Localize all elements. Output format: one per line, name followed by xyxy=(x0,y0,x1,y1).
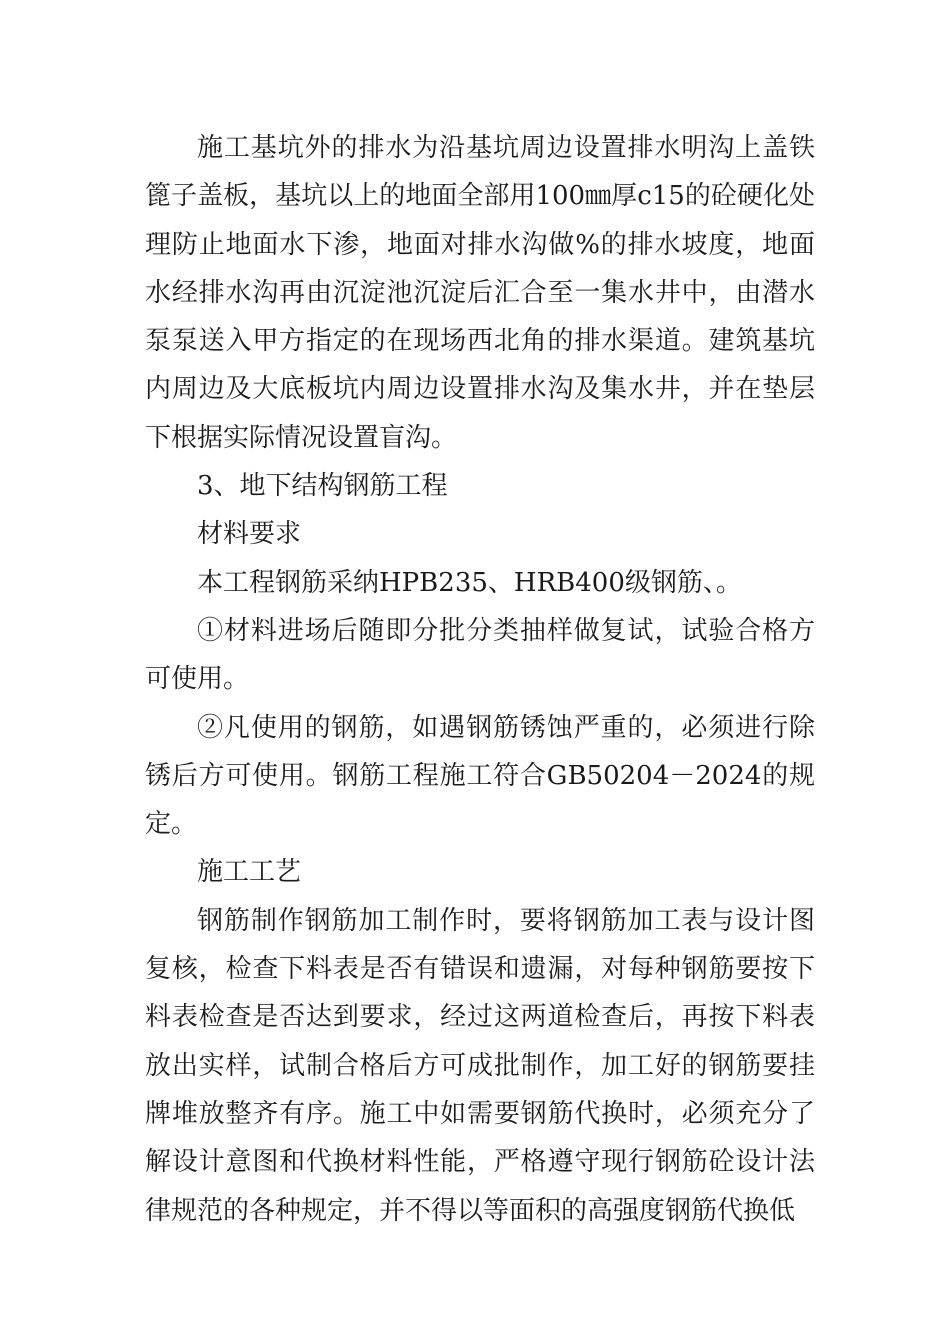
paragraph-rebar-fabrication: 钢筋制作钢筋加工制作时，要将钢筋加工表与设计图复核，检查下料表是否有错误和遗漏，对每种钢筋要按下料表检查是否达到要求，经过这两道检查后，再按下料表放出实样，试制合格后方可成批制作，加工好的钢筋要挂牌堆放整齐有序。施工中如需要钢筋代换时，必须充分了解设计意图和代换材料性能，严格遵守现行钢筋砼设计法律规范的各种规定，并不得以等面积的高强度钢筋代换低 xyxy=(145,905,815,1226)
section-heading-rebar: 3、地下结构钢筋工程 xyxy=(197,471,448,502)
paragraph-material-testing: ①材料进场后随即分批分类抽样做复试，试验合格方可使用。 xyxy=(145,615,815,695)
paragraph-rebar-grades: 本工程钢筋采纳HPB235、HRB400级钢筋、。 xyxy=(197,567,742,598)
subheading-construction-process: 施工工艺 xyxy=(197,857,302,888)
paragraph-rust-removal: ②凡使用的钢筋，如遇钢筋锈蚀严重的，必须进行除锈后方可使用。钢筋工程施工符合GB50204－2024的规定。 xyxy=(145,712,815,840)
document-body xyxy=(145,124,815,1235)
subheading-material-requirements: 材料要求 xyxy=(197,519,302,550)
paragraph-drainage: 施工基坑外的排水为沿基坑周边设置排水明沟上盖铁篦子盖板，基坑以上的地面全部用100㎜厚c15的砼硬化处理防止地面水下渗，地面对排水沟做%的排水坡度，地面水经排水沟再由沉淀池沉淀后汇合至一集水井中，由潜水泵泵送入甲方指定的在现场西北角的排水渠道。建筑基坑内周边及大底板坑内周边设置排水沟及集水井，并在垫层下根据实际情况设置盲沟。 xyxy=(145,133,815,453)
